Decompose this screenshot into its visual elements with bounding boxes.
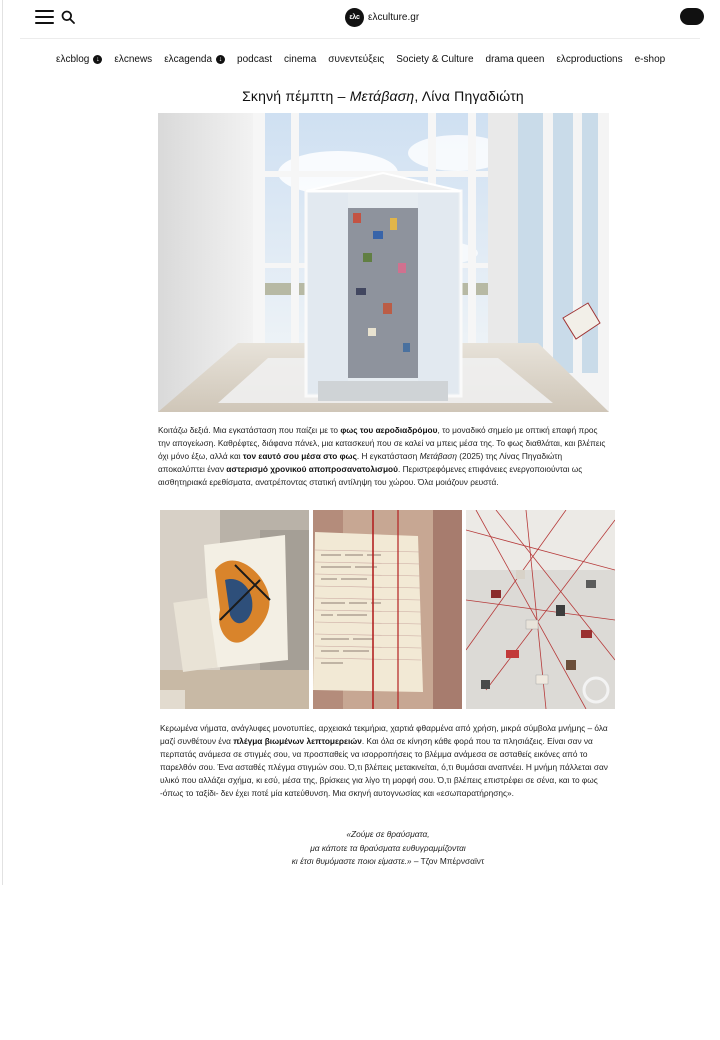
title-prefix: Σκηνή πέμπτη – bbox=[242, 88, 350, 104]
emphasis-text: τον εαυτό σου μέσα στο φως bbox=[242, 451, 357, 461]
nav-item-label: e-shop bbox=[634, 53, 666, 65]
nav-item-1[interactable] bbox=[114, 54, 152, 65]
nav-item-7[interactable] bbox=[486, 54, 545, 65]
site-logo[interactable] bbox=[345, 7, 419, 27]
installation-photo bbox=[158, 113, 609, 412]
nav-item-label: ελcnews bbox=[114, 53, 153, 65]
nav-item-label: Society & Culture bbox=[396, 53, 474, 65]
nav-item-label: drama queen bbox=[485, 53, 545, 65]
header-divider bbox=[20, 38, 700, 39]
body-text: (2025) της Λίνας Πηγαδιώτη αποκαλύπτει έναν bbox=[158, 451, 563, 474]
nav-item-8[interactable] bbox=[556, 54, 622, 65]
article-section-title bbox=[0, 88, 720, 104]
nav-item-label: συνεντεύξεις bbox=[328, 53, 385, 65]
article-paragraph-1 bbox=[158, 424, 610, 489]
nav-item-label: podcast bbox=[237, 53, 273, 65]
italic-text: Μετάβαση bbox=[419, 451, 457, 461]
page-edge-rule bbox=[2, 0, 3, 885]
nav-item-5[interactable] bbox=[328, 54, 384, 65]
article-paragraph-2 bbox=[160, 722, 616, 800]
title-work: Μετάβαση bbox=[349, 88, 415, 104]
nav-item-0[interactable] bbox=[56, 54, 102, 65]
quote-block bbox=[160, 828, 616, 869]
emphasis-text: αστερισμό χρονικού αποπροσανατολισμού bbox=[226, 464, 398, 474]
detail-photo-handwritten-note bbox=[313, 510, 462, 709]
body-text: . Η εγκατάσταση bbox=[356, 451, 420, 461]
body-text: . Και όλα σε κίνηση κάθε φορά που τα πλησιάζεις. Είναι σαν να περπατάς ανάμεσα σε στιγμές σου, να προσπαθείς να ισορροπήσεις το βλέμμα ανάμεσα σε ασταθείς εικόνες από το παρελθόν σου. Ένα ασταθές πλέγμα στιγμών σου. Ό,τι βλέπεις μετακινείται, ό,τι θυμάσαι αναπνέει. Η μνήμη πάλλεται σαν υλικό που αλλάζει σχήμα, κι εσύ, μέσα της, βρίσκεις για λίγο τη μορφή σου. Ό,τι βλέπεις επιστρέφει σε σένα, και το φως -όπως το ταξίδι- δεν έχει ποτέ μία κατεύθυνση. Μια σκηνή αυτογνωσίας και «εσωπαρατήρησης». bbox=[160, 736, 608, 798]
nav-item-2[interactable] bbox=[164, 54, 225, 65]
main-nav bbox=[56, 51, 677, 67]
quote-attribution: – Τζον Μπέρνσαϊντ bbox=[411, 856, 485, 866]
corner-promo-badge[interactable] bbox=[680, 8, 704, 25]
nav-item-6[interactable] bbox=[396, 54, 473, 65]
emphasis-text: φως του αεροδιαδρόμου bbox=[340, 425, 438, 435]
nav-item-3[interactable] bbox=[237, 54, 272, 65]
logo-badge: ελc bbox=[345, 8, 364, 27]
detail-photo-monotype bbox=[160, 510, 309, 709]
body-text: , το μοναδικό σημείο με οπτική επαφή προς την απογείωση. Καθρέφτες, διάφανα πάνελ, μια κατασκευή που σε καλεί να μπεις μέσα της. Το φως διαθλάται, και βλέπεις όχι μόνο έξω, αλλά και bbox=[158, 425, 606, 461]
body-text: Κερωμένα νήματα, ανάγλυφες μονοτυπίες, αρχειακά τεκμήρια, χαρτιά φθαρμένα από χρήση, μικρά σύμβολα μνήμης – όλα μαζί συνθέτουν ένα bbox=[160, 723, 608, 746]
detail-photo-threads bbox=[466, 510, 615, 709]
nav-item-4[interactable] bbox=[284, 54, 316, 65]
quote-line-2: μα κάποτε τα θραύσματα ευθυγραμμίζονται bbox=[310, 842, 466, 853]
nav-item-9[interactable] bbox=[635, 54, 666, 65]
title-artist: , Λίνα Πηγαδιώτη bbox=[414, 88, 524, 104]
search-icon[interactable] bbox=[61, 10, 75, 24]
logo-text: ελculture.gr bbox=[368, 11, 420, 23]
menu-icon[interactable] bbox=[35, 10, 54, 25]
quote-line-3: κι έτσι θυμόμαστε ποιοι είμαστε.» bbox=[291, 856, 412, 866]
nav-item-label: ελcagenda bbox=[164, 53, 213, 65]
emphasis-text: πλέγμα βιωμένων λεπτομερειών bbox=[233, 736, 362, 746]
nav-item-label: ελcblog bbox=[56, 53, 90, 65]
body-text: Κοιτάζω δεξιά. Μια εγκατάσταση που παίζει με το bbox=[158, 425, 341, 435]
top-header bbox=[0, 0, 720, 38]
dropdown-arrow-icon[interactable]: ↓ bbox=[216, 55, 225, 64]
dropdown-arrow-icon[interactable]: ↓ bbox=[93, 55, 102, 64]
body-text: . Περιστρεφόμενες επιφάνειες ενεργοποιούνται ως αισθητηριακά ερεθίσματα, ανατρέποντας στατική αντίληψη του χώρου. Όλα μοιάζουν ρευστά. bbox=[158, 464, 583, 487]
nav-item-label: cinema bbox=[284, 53, 317, 65]
nav-item-label: ελcproductions bbox=[556, 53, 623, 65]
quote-line-1: «Ζούμε σε θραύσματα, bbox=[346, 829, 430, 839]
